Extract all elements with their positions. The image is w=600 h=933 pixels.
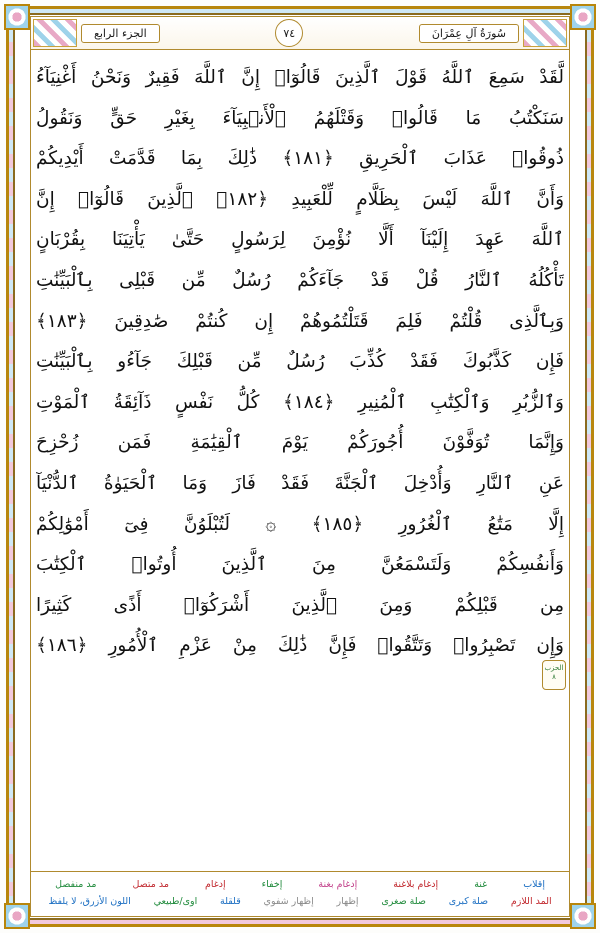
quran-line: إِلَّا مَتَٰعُ ٱلْغُرُورِ ﴿١٨٥﴾ ۞ لَتُبْلَوُنَّ فِىٓ أَمْوَٰلِكُمْ [36, 513, 564, 535]
legend-item: صلة كبرى [448, 896, 489, 907]
quran-line: لَّقَدْ سَمِعَ ٱللَّهُ قَوْلَ ٱلَّذِينَ قَالُوٓا۟ إِنَّ ٱللَّهَ فَقِيرٌ وَنَحْنُ أَغْنِيَآءُ [36, 67, 564, 88]
hizb-label: الحزب [544, 664, 564, 672]
legend-item: قلقلة [220, 896, 241, 907]
legend-item: إظهار [336, 896, 359, 907]
page-header [30, 16, 570, 50]
legend-row-1 [37, 876, 563, 893]
legend-item: إدغام [205, 879, 226, 890]
quran-line: فَإِن كَذَّبُوكَ فَقَدْ كُذِّبَ رُسُلٌ مِّن قَبْلِكَ جَآءُو بِٱلْبَيِّنَٰتِ [36, 351, 564, 373]
quran-line: تَأْكُلُهُ ٱلنَّارُ قُلْ قَدْ جَآءَكُمْ رُسُلٌ مِّن قَبْلِى بِٱلْبَيِّنَٰتِ [36, 269, 564, 291]
quran-line: وَٱلزُّبُرِ وَٱلْكِتَٰبِ ٱلْمُنِيرِ ﴿١٨٤﴾ كُلُّ نَفْسٍ ذَآئِقَةُ ٱلْمَوْتِ [36, 391, 564, 413]
legend-item: اللون الأزرق، لا يلفظ [48, 896, 131, 907]
corner-rosette-bottom-left [4, 903, 30, 929]
corner-rosette-top-left [4, 4, 30, 30]
legend-item: مد متصل [132, 879, 169, 890]
quran-line: وَأَنفُسِكُمْ وَلَتَسْمَعُنَّ مِنَ ٱلَّذِينَ أُوتُوا۟ ٱلْكِتَٰبَ [36, 554, 564, 576]
legend-item: صلة صغرى [381, 896, 426, 907]
legend-item: إدغام بلاغنة [393, 879, 439, 890]
quran-line: سَنَكْتُبُ مَا قَالُوا۟ وَقَتْلَهُمُ ٱلْأَنۢبِيَآءَ بِغَيْرِ حَقٍّ وَنَقُولُ [36, 107, 564, 129]
quran-line: وَإِنَّمَا تُوَفَّوْنَ أُجُورَكُمْ يَوْمَ ٱلْقِيَٰمَةِ فَمَن زُحْزِحَ [36, 432, 564, 454]
quran-line: وَإِن تَصْبِرُوا۟ وَتَتَّقُوا۟ فَإِنَّ ذَٰلِكَ مِنْ عَزْمِ ٱلْأُمُورِ ﴿١٨٦﴾ [36, 635, 564, 657]
legend-item: المد اللازم [510, 896, 552, 907]
quran-line: مِن قَبْلِكُمْ وَمِنَ ٱلَّذِينَ أَشْرَكُوٓا۟ أَذًى كَثِيرًا [36, 594, 564, 616]
quran-text-body [36, 58, 564, 821]
quran-line: وَأَنَّ ٱللَّهَ لَيْسَ بِظَلَّامٍ لِّلْعَبِيدِ ﴿١٨٢﴾ ٱلَّذِينَ قَالُوٓا۟ إِنَّ [36, 188, 564, 210]
hizb-marker [542, 660, 566, 690]
legend-item: إدغام بغنة [318, 879, 358, 890]
legend-item: إخفاء [261, 879, 283, 890]
ornament-icon [33, 19, 77, 47]
quran-line: ٱللَّهَ عَهِدَ إِلَيْنَآ أَلَّا نُؤْمِنَ لِرَسُولٍ حَتَّىٰ يَأْتِيَنَا بِقُرْبَانٍ [36, 229, 564, 251]
header-right-group [419, 19, 567, 47]
legend-item: مد منفصل [55, 879, 97, 890]
legend-item: اوى/طبيعي [153, 896, 198, 907]
corner-rosette-bottom-right [570, 903, 596, 929]
juz-label: الجزء الرابع [81, 24, 160, 43]
quran-line: وَبِٱلَّذِى قُلْتُمْ فَلِمَ قَتَلْتُمُوهُمْ إِن كُنتُمْ صَٰدِقِينَ ﴿١٨٣﴾ [36, 310, 564, 332]
legend-item: غنة [474, 879, 488, 890]
tajweed-legend [30, 871, 570, 917]
page-number: ٧٤ [275, 19, 303, 47]
hizb-number: ٨ [552, 673, 556, 681]
legend-item: إظهار شفوي [263, 896, 314, 907]
corner-rosette-top-right [570, 4, 596, 30]
legend-row-2 [37, 893, 563, 910]
quran-line: ذُوقُوا۟ عَذَابَ ٱلْحَرِيقِ ﴿١٨١﴾ ذَٰلِكَ بِمَا قَدَّمَتْ أَيْدِيكُمْ [36, 148, 564, 170]
legend-item: إقلاب [523, 879, 545, 890]
ornament-icon [523, 19, 567, 47]
surah-label: سُورَةُ آلِ عِمْرَانَ [419, 24, 519, 43]
quran-line: عَنِ ٱلنَّارِ وَأُدْخِلَ ٱلْجَنَّةَ فَقَدْ فَازَ وَمَا ٱلْحَيَوٰةُ ٱلدُّنْيَآ [36, 472, 564, 494]
header-left-group [33, 19, 160, 47]
